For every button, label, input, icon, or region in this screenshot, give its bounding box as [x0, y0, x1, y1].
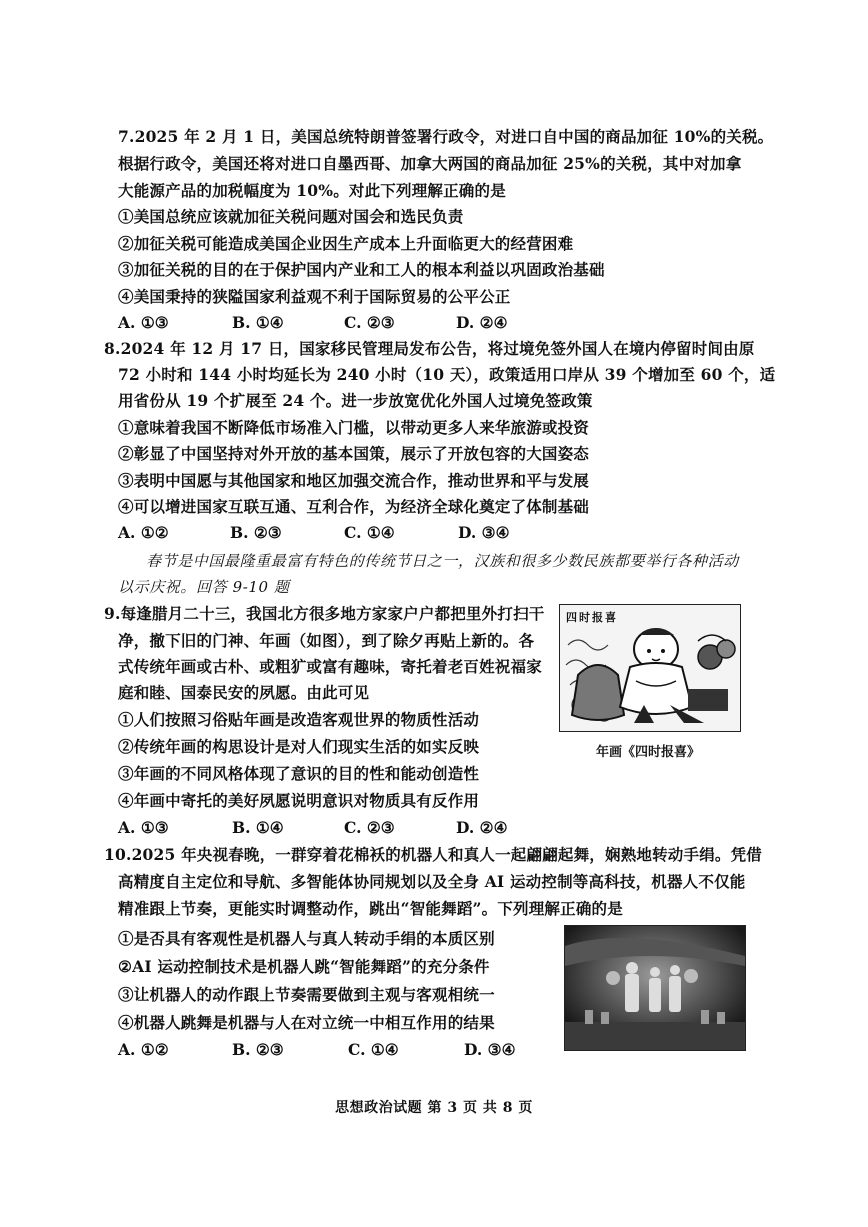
q10-stem-line: 10.2025 年央视春晚，一群穿着花棉袄的机器人和真人一起翩翩起舞，娴熟地转动手绢。凭借 — [104, 845, 763, 864]
q8-stem-line: 用省份从 19 个扩展至 24 个。进一步放宽优化外国人过境免签政策 — [118, 391, 593, 410]
option-d[interactable]: D. ②④ — [456, 313, 508, 332]
q9-stem-line: 式传统年画或古朴、或粗犷或富有趣味，寄托着老百姓祝福家 — [118, 657, 542, 676]
q7-item: ②加征关税可能造成美国企业因生产成本上升面临更大的经营困难 — [118, 234, 574, 253]
q7-stem-line: 根据行政令，美国还将对进口自墨西哥、加拿大两国的商品加征 25%的关税，其中对加拿 — [118, 154, 742, 173]
q7-stem-line: 7.2025 年 2 月 1 日，美国总统特朗普签署行政令，对进口自中国的商品加征 10%的关税。 — [118, 127, 774, 146]
option-b[interactable]: B. ②③ — [230, 523, 282, 542]
painting-inscription: 四时报喜 — [566, 611, 618, 624]
option-b[interactable]: B. ①④ — [232, 313, 284, 332]
q10-item: ①是否具有客观性是机器人与真人转动手绢的本质区别 — [118, 929, 495, 948]
page-footer: 思想政治试题 第 3 页 共 8 页 — [335, 1100, 533, 1116]
q7-item: ①美国总统应该就加征关税问题对国会和选民负责 — [118, 207, 464, 226]
q8-item: ③表明中国愿与其他国家和地区加强交流合作，推动世界和平与发展 — [118, 471, 590, 490]
q9-item: ①人们按照习俗贴年画是改造客观世界的物质性活动 — [118, 710, 480, 729]
q9-stem-line: 9.每逢腊月二十三，我国北方很多地方家家户户都把里外打扫干 — [104, 604, 545, 623]
q9-options — [118, 818, 618, 838]
q10-item: ④机器人跳舞是机器与人在对立统一中相互作用的结果 — [118, 1013, 495, 1032]
q8-stem-line: 8.2024 年 12 月 17 日，国家移民管理局发布公告，将过境免签外国人在境内停留时间由原 — [104, 339, 755, 358]
new-year-painting-image — [559, 604, 741, 732]
q8-options — [118, 523, 618, 543]
q10-stem-line: 精准跟上节奏，更能实时调整动作，跳出“智能舞蹈”。下列理解正确的是 — [118, 899, 623, 918]
q9-item: ②传统年画的构思设计是对人们现实生活的如实反映 — [118, 737, 480, 756]
option-a[interactable]: A. ①② — [118, 1040, 169, 1059]
robot-dance-scene — [565, 926, 745, 1050]
option-c[interactable]: C. ②③ — [344, 818, 395, 837]
q7-item: ③加征关税的目的在于保护国内产业和工人的根本利益以巩固政治基础 — [118, 260, 605, 279]
q9-item: ④年画中寄托的美好夙愿说明意识对物质具有反作用 — [118, 791, 480, 810]
q8-item: ④可以增进国家互联互通、互利合作，为经济全球化奠定了体制基础 — [118, 497, 590, 516]
painting-caption: 年画《四时报喜》 — [596, 745, 701, 760]
option-c[interactable]: C. ①④ — [348, 1040, 399, 1059]
q10-item: ②AI 运动控制技术是机器人跳“智能舞蹈”的充分条件 — [118, 957, 490, 976]
option-a[interactable]: A. ①③ — [118, 313, 169, 332]
q7-stem-line: 大能源产品的加税幅度为 10%。对此下列理解正确的是 — [118, 181, 506, 200]
q9-stem-line: 净，撤下旧的门神、年画（如图），到了除夕再贴上新的。各 — [118, 631, 535, 650]
option-a[interactable]: A. ①③ — [118, 818, 169, 837]
q9-stem-line: 庭和睦、国泰民安的夙愿。由此可见 — [118, 683, 370, 702]
q8-item: ②彰显了中国坚持对外开放的基本国策，展示了开放包容的大国姿态 — [118, 444, 590, 463]
intro-line: 以示庆祝。回答 9-10 题 — [118, 578, 290, 596]
robot-dance-photo — [564, 925, 746, 1051]
option-d[interactable]: D. ②④ — [456, 818, 508, 837]
option-a[interactable]: A. ①② — [118, 523, 169, 542]
q10-options — [118, 1040, 618, 1060]
intro-line: 春节是中国最隆重最富有特色的传统节日之一，汉族和很多少数民族都要举行各种活动 — [146, 552, 739, 570]
q10-item: ③让机器人的动作跟上节奏需要做到主观与客观相统一 — [118, 985, 495, 1004]
option-d[interactable]: D. ③④ — [464, 1040, 516, 1059]
q7-options — [118, 313, 618, 333]
q8-item: ①意味着我国不断降低市场准入门槛，以带动更多人来华旅游或投资 — [118, 418, 590, 437]
option-d[interactable]: D. ③④ — [458, 523, 510, 542]
option-c[interactable]: C. ②③ — [344, 313, 395, 332]
q10-stem-line: 高精度自主定位和导航、多智能体协同规划以及全身 AI 运动控制等高科技，机器人不仅能 — [118, 872, 746, 891]
q7-item: ④美国秉持的狭隘国家利益观不利于国际贸易的公平公正 — [118, 287, 511, 306]
q8-stem-line: 72 小时和 144 小时均延长为 240 小时（10 天），政策适用口岸从 39 个增加至 60 个，适 — [118, 365, 776, 384]
option-b[interactable]: B. ②③ — [232, 1040, 284, 1059]
q9-item: ③年画的不同风格体现了意识的目的性和能动创造性 — [118, 764, 480, 783]
option-c[interactable]: C. ①④ — [344, 523, 395, 542]
option-b[interactable]: B. ①④ — [232, 818, 284, 837]
